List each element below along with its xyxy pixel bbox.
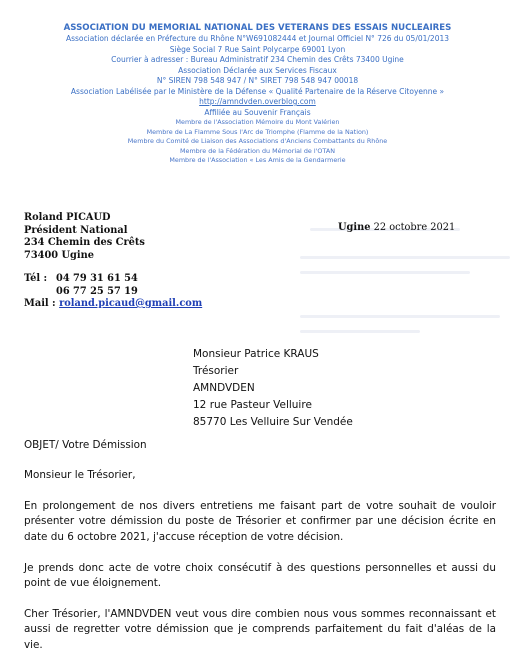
sender-role: Président National	[24, 224, 128, 236]
affiliation: Affiliée au Souvenir Français	[204, 107, 311, 117]
membership-line: Membre de l'Association « Les Amis de la Gendarmerie	[169, 156, 346, 165]
scan-bleed-mark	[300, 256, 510, 259]
association-title: ASSOCIATION DU MEMORIAL NATIONAL DES VETERANS DES ESSAIS NUCLEAIRES	[63, 23, 452, 33]
recipient-city: 85770 Les Velluire Sur Vendée	[193, 416, 353, 428]
date-value: 22 octobre 2021	[373, 222, 456, 233]
membership-line: Membre de l'Association Mémoire du Mont Valérien	[175, 118, 340, 126]
letter-date	[338, 222, 455, 233]
recipient-role: Trésorier	[193, 365, 239, 377]
membership-line: Membre de La Flamme Sous l'Arc de Triomphe (Flamme de la Nation)	[146, 127, 369, 136]
phone-1: 04 79 31 61 54	[56, 273, 138, 284]
recipient-org: AMNDVDEN	[193, 382, 255, 394]
sender-block	[24, 212, 202, 311]
membership-line: Membre de la Fédération du Mémorial de l'OTAN	[180, 146, 335, 155]
blog-link[interactable]: http://amndvden.overblog.com	[199, 97, 316, 106]
letterhead-line: Courrier à adresser : Bureau Administratif 234 Chemin des Crêts 73400 Ugine	[111, 55, 404, 64]
letterhead-line: N° SIREN 798 548 947 / N° SIRET 798 548 947 00018	[156, 76, 359, 85]
recipient-street: 12 rue Pasteur Velluire	[193, 399, 312, 411]
sender-street: 234 Chemin des Crêts	[24, 237, 145, 248]
membership-line: Membre du Comité de Liaison des Associations d'Anciens Combattants du Rhône	[127, 137, 388, 146]
sender-name: Roland PICAUD	[24, 212, 111, 223]
recipient-block	[193, 346, 353, 431]
letterhead-line: Association déclarée en Préfecture du Rhône N°W691082444 et Journal Officiel N° 726 du 05/01/2013	[65, 34, 450, 43]
phone-2: 06 77 25 57 19	[56, 285, 138, 297]
date-place: Ugine	[338, 222, 371, 233]
email-link[interactable]: roland.picaud@gmail.com	[59, 298, 203, 309]
letterhead-line: Association Labélisée par le Ministère de la Défense « Qualité Partenaire de la Réserve Citoyenne »	[70, 86, 445, 96]
tel-label: Tél :	[24, 273, 48, 284]
letter-object: OBJET/ Votre Démission	[24, 439, 147, 451]
letter-paragraph: Je prends donc acte de votre choix consécutif à des questions personnelles et aussi du point de vue éloignement.	[24, 562, 496, 590]
scan-bleed-mark	[300, 330, 420, 333]
letterhead	[0, 22, 515, 166]
letterhead-line: Association Déclarée aux Services Fiscaux	[178, 65, 337, 75]
scan-bleed-mark	[300, 271, 470, 274]
letterhead-line: Siège Social 7 Rue Saint Polycarpe 69001 Lyon	[169, 44, 346, 54]
mail-label: Mail :	[24, 298, 56, 309]
letter-paragraph: Cher Trésorier, l'AMNDVDEN veut vous dire combien nous vous sommes reconnaissant et aussi de regretter votre démission que je comprends parfaitement du fait d'aléas de la vie.	[24, 608, 496, 651]
letter-paragraph: En prolongement de nos divers entretiens me faisant part de votre souhait de vouloir présenter votre démission du poste de Trésorier et confirmer par une décision écrite en date du 6 octobre 2021, j'accuse réception de votre décision.	[24, 500, 496, 543]
scan-bleed-mark	[300, 315, 500, 318]
sender-city: 73400 Ugine	[24, 249, 94, 261]
letter-salutation: Monsieur le Trésorier,	[24, 469, 136, 481]
recipient-name: Monsieur Patrice KRAUS	[193, 348, 319, 360]
